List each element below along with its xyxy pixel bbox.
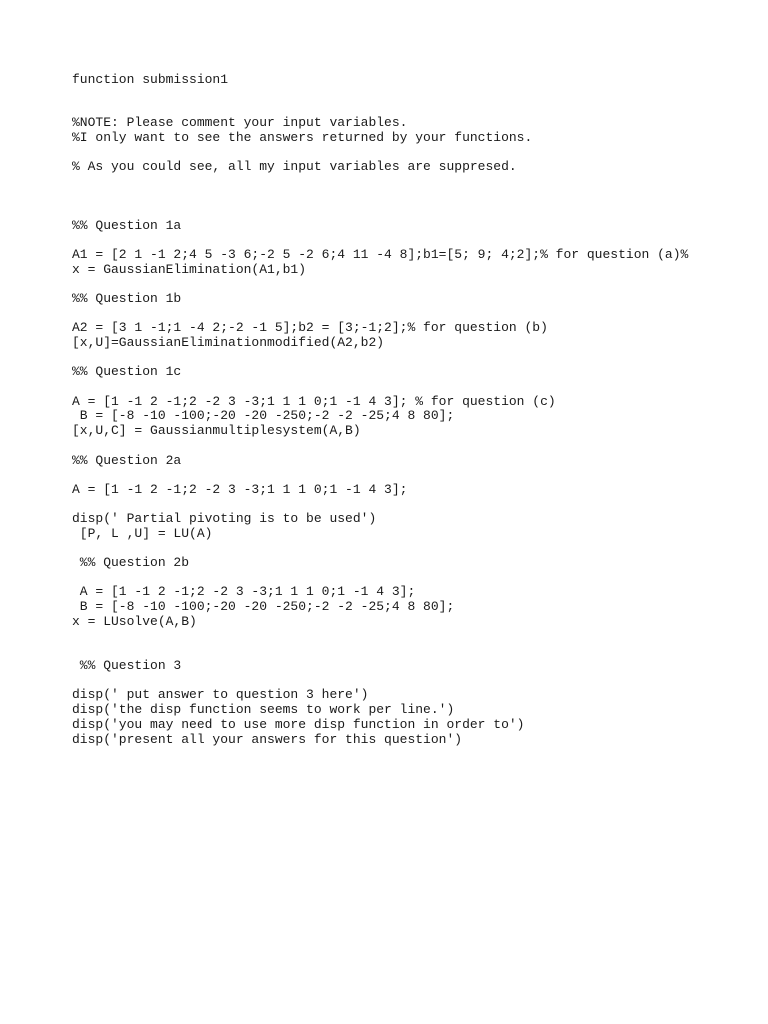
code-line: B = [-8 -10 -100;-20 -20 -250;-2 -2 -25;4 8 80]; (72, 599, 455, 614)
note-comment-line: %I only want to see the answers returned by your functions. (72, 130, 533, 145)
function-declaration-line: function submission1 (72, 72, 229, 87)
section-header-1a: %% Question 1a (72, 218, 182, 233)
code-line: x = GaussianElimination(A1,b1) (72, 262, 307, 277)
note-comment-line: % As you could see, all my input variables are suppresed. (72, 159, 517, 174)
code-line: B = [-8 -10 -100;-20 -20 -250;-2 -2 -25;4 8 80]; (72, 408, 455, 423)
section-header-2b: %% Question 2b (72, 555, 190, 570)
code-line: x = LUsolve(A,B) (72, 614, 197, 629)
code-line: A = [1 -1 2 -1;2 -2 3 -3;1 1 1 0;1 -1 4 3]; % for question (c) (72, 394, 556, 409)
code-line: A2 = [3 1 -1;1 -4 2;-2 -1 5];b2 = [3;-1;2];% for question (b) (72, 320, 548, 335)
code-line: disp('the disp function seems to work per line.') (72, 702, 455, 717)
note-comment-line: %NOTE: Please comment your input variables. (72, 115, 408, 130)
code-line: [x,U,C] = Gaussianmultiplesystem(A,B) (72, 423, 361, 438)
code-line: A1 = [2 1 -1 2;4 5 -3 6;-2 5 -2 6;4 11 -4 8];b1=[5; 9; 4;2];% for question (a)% (72, 247, 689, 262)
code-line: disp('present all your answers for this question') (72, 732, 463, 747)
code-line: disp(' put answer to question 3 here') (72, 687, 369, 702)
code-line: [x,U]=GaussianEliminationmodified(A2,b2) (72, 335, 385, 350)
code-line: A = [1 -1 2 -1;2 -2 3 -3;1 1 1 0;1 -1 4 3]; (72, 482, 408, 497)
section-header-3: %% Question 3 (72, 658, 182, 673)
code-line: A = [1 -1 2 -1;2 -2 3 -3;1 1 1 0;1 -1 4 3]; (72, 584, 416, 599)
code-line: disp('you may need to use more disp function in order to') (72, 717, 525, 732)
code-line: [P, L ,U] = LU(A) (72, 526, 213, 541)
section-header-1b: %% Question 1b (72, 291, 182, 306)
section-header-1c: %% Question 1c (72, 364, 182, 379)
code-line: disp(' Partial pivoting is to be used') (72, 511, 377, 526)
section-header-2a: %% Question 2a (72, 453, 182, 468)
